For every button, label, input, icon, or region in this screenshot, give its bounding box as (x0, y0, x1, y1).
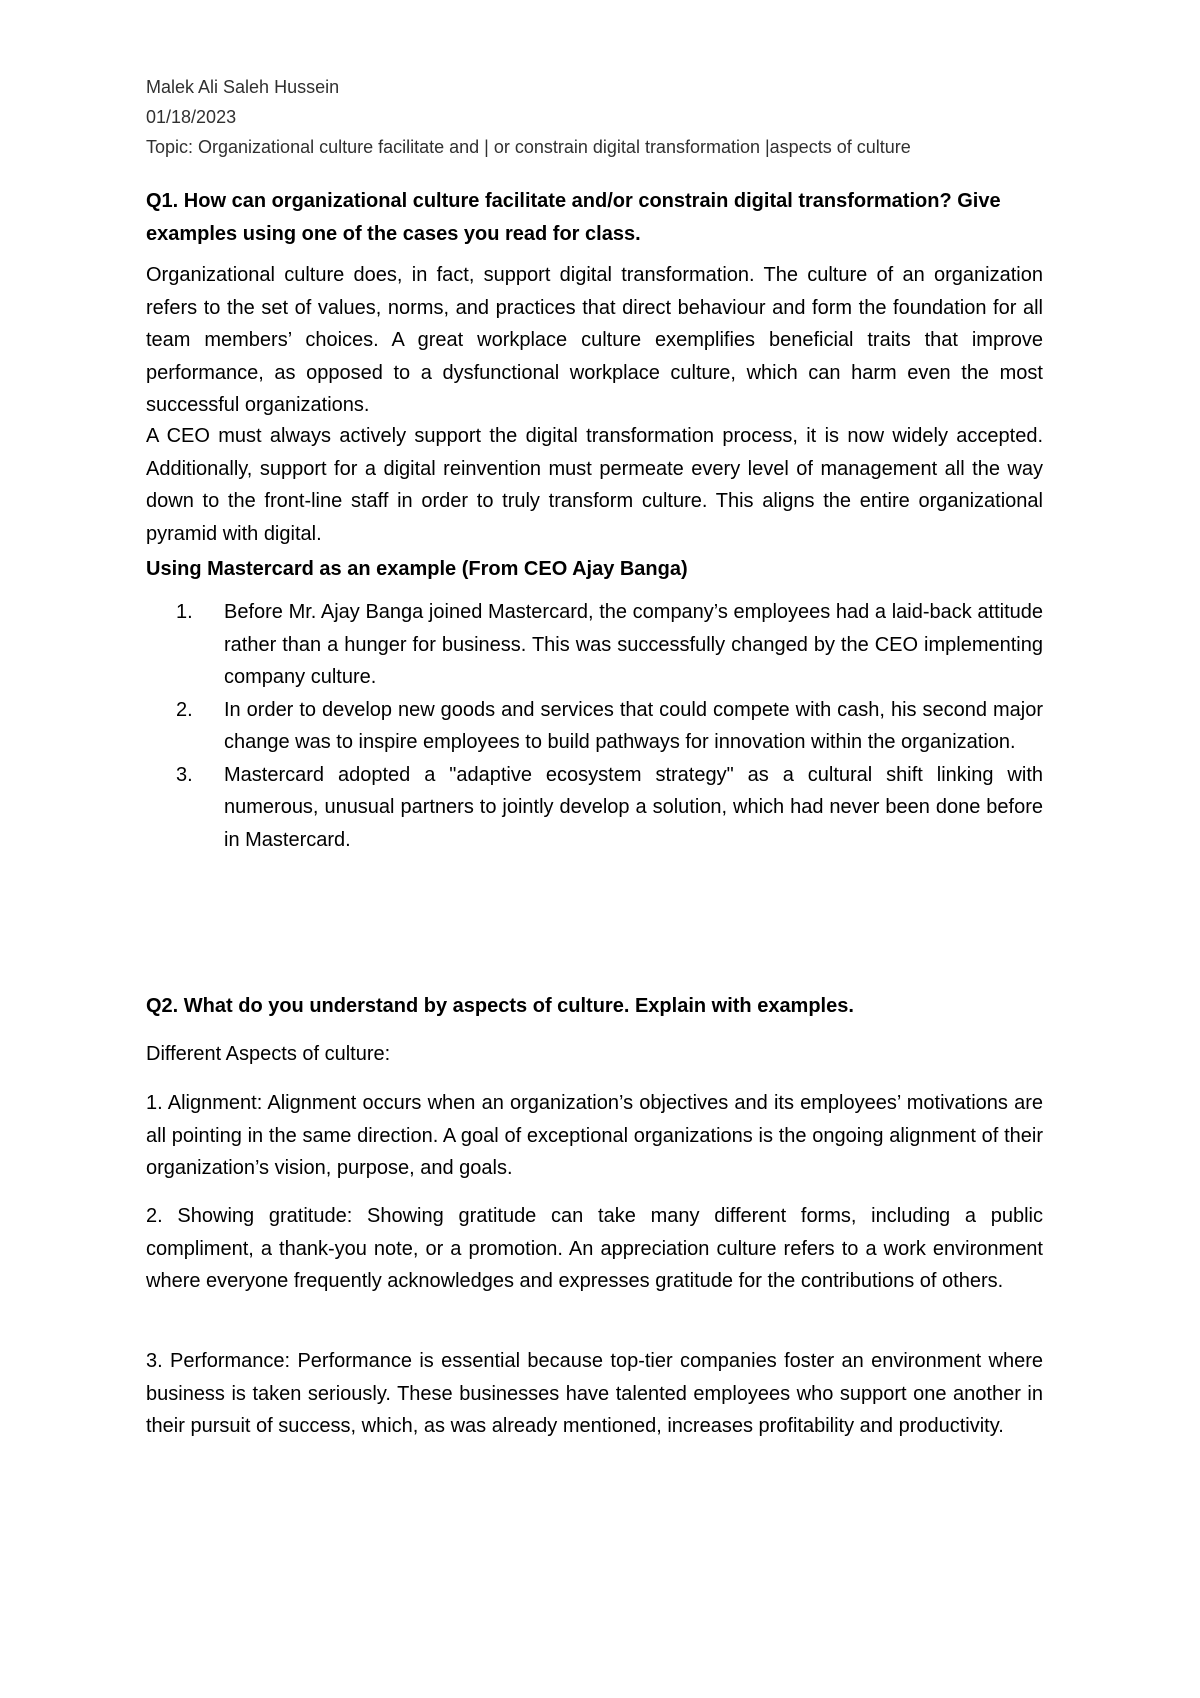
list-item (146, 694, 1043, 759)
aspect-performance: 3. Performance: Performance is essential because top-tier companies foster an environment where business is taken seriously. These businesses have talented employees who support one another in their pursuit of success, which, as was already mentioned, increases profitability and productivity. (146, 1350, 1043, 1437)
aspect-gratitude: 2. Showing gratitude: Showing gratitude can take many different forms, including a public compliment, a thank-you note, or a promotion. An appreciation culture refers to a work environment where everyone frequently acknowledges and expresses gratitude for the contributions of others. (146, 1205, 1043, 1292)
q1-example-list (146, 596, 1043, 856)
q2-intro: Different Aspects of culture: (146, 1043, 391, 1065)
q1-example-heading: Using Mastercard as an example (From CEO Ajay Banga) (146, 558, 688, 580)
list-item-number: 2. (176, 698, 193, 721)
list-item-text: Before Mr. Ajay Banga joined Mastercard, the company’s employees had a laid-back attitude rather than a hunger for business. This was successfully changed by the CEO implementing company culture. (224, 601, 1043, 688)
document-topic: Topic: Organizational culture facilitate and | or constrain digital transformation |aspects of culture (146, 137, 911, 157)
list-item (146, 759, 1043, 857)
list-item-text: In order to develop new goods and services that could compete with cash, his second major change was to inspire employees to build pathways for innovation within the organization. (224, 698, 1043, 753)
document-date: 01/18/2023 (146, 107, 237, 127)
aspect-alignment: 1. Alignment: Alignment occurs when an organization’s objectives and its employees’ motivations are all pointing in the same direction. A goal of exceptional organizations is the ongoing alignment of their organization’s vision, purpose, and goals. (146, 1092, 1043, 1179)
list-item-text: Mastercard adopted a "adaptive ecosystem strategy" as a cultural shift linking with numerous, unusual partners to jointly develop a solution, which had never been done before in Mastercard. (224, 763, 1043, 851)
list-item-number: 1. (176, 601, 193, 623)
q1-paragraph-1: Organizational culture does, in fact, support digital transformation. The culture of an organization refers to the set of values, norms, and practices that direct behaviour and form the foundation for all team members’ choices. A great workplace culture exemplifies beneficial traits that improve performance, as opposed to a dysfunctional workplace culture, which can harm even the most successful organizations. (146, 264, 1043, 416)
q2-question: Q2. What do you understand by aspects of culture. Explain with examples. (146, 995, 854, 1017)
q1-question: Q1. How can organizational culture facilitate and/or constrain digital transformation? Give examples using one of the cases you read for class. (146, 190, 1001, 245)
list-item-number: 3. (176, 763, 193, 786)
document-header (146, 72, 1046, 162)
list-item (146, 596, 1043, 694)
q1-paragraph-2: A CEO must always actively support the digital transformation process, it is now widely accepted. Additionally, support for a digital reinvention must permeate every level of management all the way down to the front-line staff in order to truly transform culture. This aligns the entire organizational pyramid with digital. (146, 425, 1043, 545)
author-name: Malek Ali Saleh Hussein (146, 77, 340, 97)
